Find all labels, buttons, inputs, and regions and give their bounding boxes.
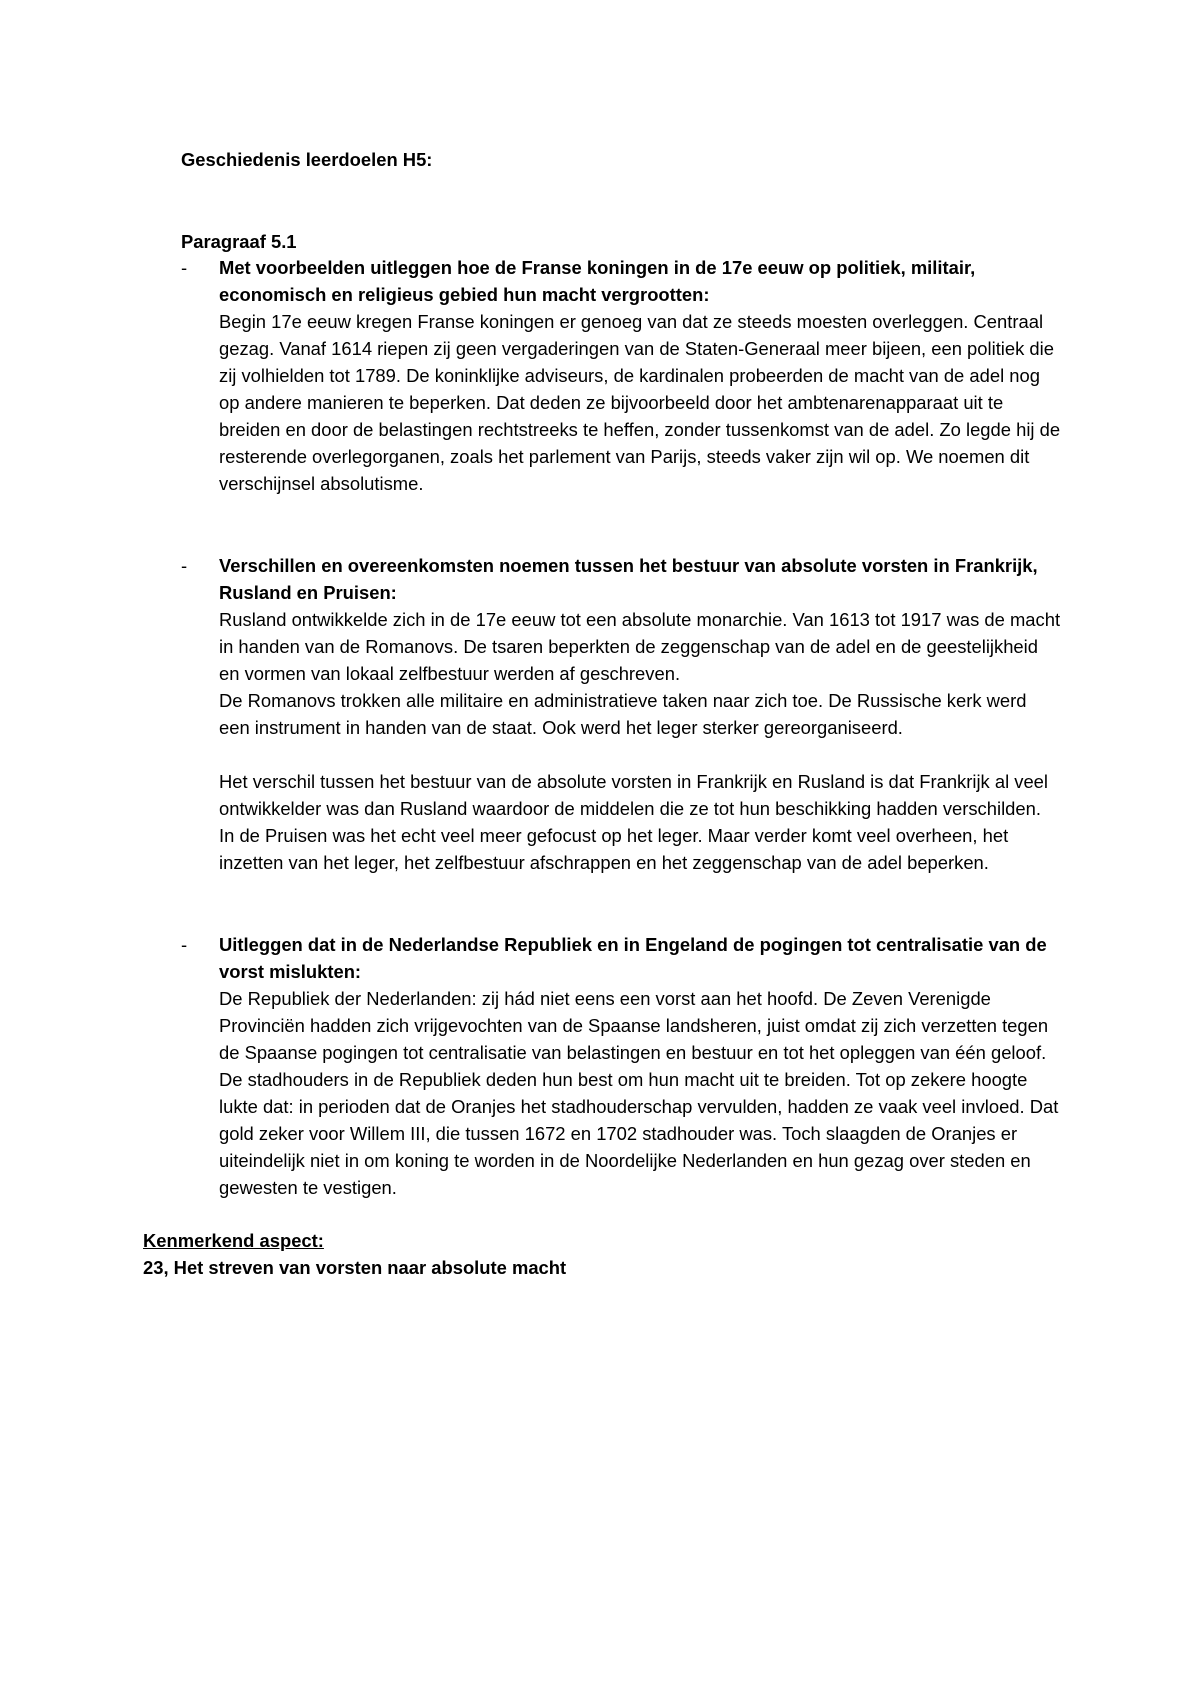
paragraph-heading: Paragraaf 5.1 [181, 231, 297, 252]
learning-goal-text: Rusland ontwikkelde zich in de 17e eeuw tot een absolute monarchie. Van 1613 tot 1917 was de macht in handen van de Romanovs. De tsaren beperkten de zeggenschap van de adel en de geestelijkheid en vormen van lokaal zelfbestuur werden af geschreven. [219, 609, 1061, 684]
learning-goal-title: Verschillen en overeenkomsten noemen tussen het bestuur van absolute vorsten in Frankrijk, Rusland en Pruisen: [219, 555, 1038, 603]
learning-goal-text: Het verschil tussen het bestuur van de absolute vorsten in Frankrijk en Rusland is dat Frankrijk al veel ontwikkelder was dan Rusland waardoor de middelen die ze tot hun beschikking hadden verschilden. In de Pruisen was het echt veel meer gefocust op het leger. Maar verder komt veel overheen, het inzetten van het leger, het zelfbestuur afschrappen en het zeggenschap van de adel beperken. [219, 771, 1048, 873]
learning-goal-title: Uitleggen dat in de Nederlandse Republiek en in Engeland de pogingen tot centralisatie van de vorst mislukten: [219, 934, 1047, 982]
learning-goal-text: Begin 17e eeuw kregen Franse koningen er genoeg van dat ze steeds moesten overleggen. Centraal gezag. Vanaf 1614 riepen zij geen vergaderingen van de Staten-Generaal meer bijeen, een politiek die zij volhielden tot 1789. De koninklijke adviseurs, de kardinalen probeerden de macht van de adel nog op andere manieren te beperken. Dat deden ze bijvoorbeeld door het ambtenarenapparaat uit te breiden en door de belastingen rechtstreeks te heffen, zonder tussenkomst van de adel. Zo legde hij de resterende overlegorganen, zoals het parlement van Parijs, steeds vaker zijn wil op. We noemen dit verschijnsel absolutisme. [219, 311, 1061, 494]
bullet-dash: - [181, 934, 188, 955]
document-title: Geschiedenis leerdoelen H5: [181, 149, 433, 170]
learning-goal-text: De Romanovs trokken alle militaire en administratieve taken naar zich toe. De Russische kerk werd een instrument in handen van de staat. Ook werd het leger sterker gereorganiseerd. [219, 690, 1027, 738]
aspect-value: 23, Het streven van vorsten naar absolute macht [143, 1257, 567, 1278]
aspect-label: Kenmerkend aspect: [143, 1230, 324, 1251]
paragraph-spacer [219, 741, 1061, 768]
learning-goal-1 [181, 254, 1061, 497]
learning-goal-3 [181, 931, 1061, 1201]
learning-goal-2 [181, 552, 1061, 876]
learning-goal-text: De Republiek der Nederlanden: zij hád niet eens een vorst aan het hoofd. De Zeven Verenigde Provinciën hadden zich vrijgevochten van de Spaanse landsheren, juist omdat zij zich verzetten tegen de Spaanse pogingen tot centralisatie van belastingen en bestuur en tot het opleggen van één geloof. De stadhouders in de Republiek deden hun best om hun macht uit te breiden. Tot op zekere hoogte lukte dat: in perioden dat de Oranjes het stadhouderschap vervulden, hadden ze vaak veel invloed. Dat gold zeker voor Willem III, die tussen 1672 en 1702 stadhouder was. Toch slaagden de Oranjes er uiteindelijk niet in om koning te worden in de Noordelijke Nederlanden en hun gezag over steden en gewesten te vestigen. [219, 988, 1059, 1198]
bullet-dash: - [181, 257, 188, 278]
bullet-dash: - [181, 555, 188, 576]
learning-goal-title: Met voorbeelden uitleggen hoe de Franse koningen in de 17e eeuw op politiek, militair, economisch en religieus gebied hun macht vergrootten: [219, 257, 976, 305]
